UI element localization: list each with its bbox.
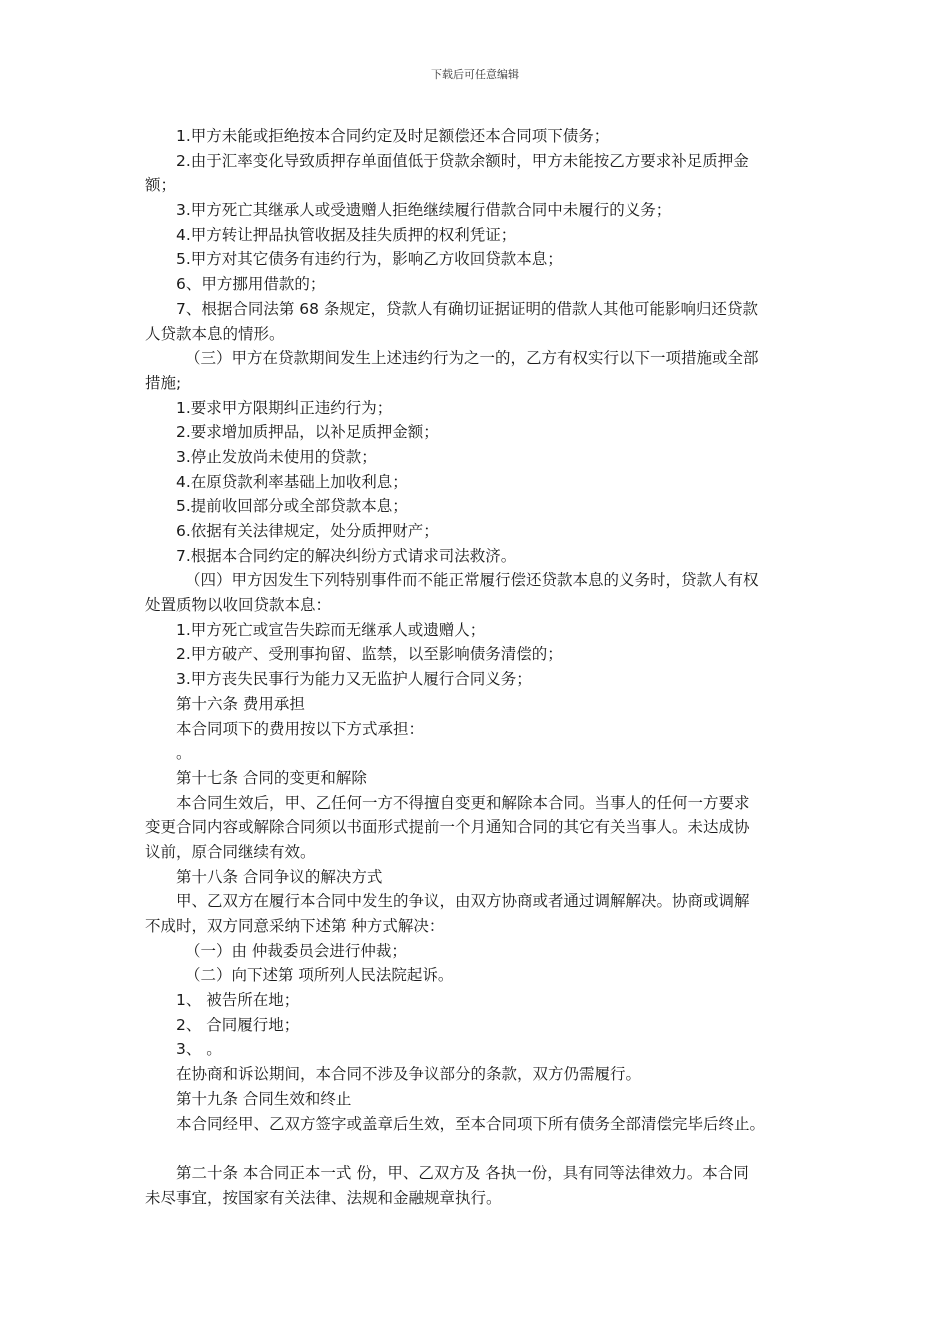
text-line: 6.依据有关法律规定，处分质押财产； [176,522,439,540]
text-line: 2.甲方破产、受刑事拘留、监禁，以至影响债务清偿的； [176,645,563,664]
text-line: 3.甲方丧失民事行为能力又无监护人履行合同义务； [176,670,532,689]
text-line: 。 [176,744,192,763]
text-line: 7、根据合同法第 68 条规定，贷款人有确切证据证明的借款人其他可能影响归还贷款 [176,299,758,318]
document-body [145,124,811,1210]
text-line: 变更合同内容或解除合同须以书面形式提前一个月通知合同的其它有关当事人。未达成协 [145,818,750,837]
text-line: 1.甲方死亡或宣告失踪而无继承人或遗赠人； [176,620,486,639]
text-line: （一）由 仲裁委员会进行仲裁； [185,941,407,960]
text-line: 甲、乙双方在履行本合同中发生的争议，由双方协商或者通过调解解决。协商或调解 [176,892,750,911]
text-line: 第十六条 费用承担 [176,694,305,713]
text-line: （四）甲方因发生下列特别事件而不能正常履行偿还贷款本息的义务时，贷款人有权 [185,571,759,590]
text-line: 措施; [145,373,182,392]
text-line: （三）甲方在贷款期间发生上述违约行为之一的，乙方有权实行以下一项措施或全部 [185,349,759,368]
text-line: 在协商和诉讼期间，本合同不涉及争议部分的条款，双方仍需履行。 [176,1065,642,1084]
text-line: 第十七条 合同的变更和解除 [176,768,367,787]
page-header: 下载后可任意编辑 [431,68,519,81]
text-line: 5.提前收回部分或全部贷款本息； [176,497,408,516]
text-line: 本合同项下的费用按以下方式承担： [176,719,425,738]
text-line: 议前，原合同继续有效。 [145,842,316,861]
text-line: 3.停止发放尚未使用的贷款； [176,447,377,466]
text-line: 2.由于汇率变化导致质押存单面值低于贷款余额时，甲方未能按乙方要求补足质押金 [176,151,749,170]
text-line: 不成时，双方同意采纳下述第 种方式解决： [145,917,445,935]
text-line: 2.要求增加质押品，以补足质押金额； [176,423,439,442]
text-line: 1.要求甲方限期纠正违约行为； [176,398,393,417]
text-line: 4.甲方转让押品执管收据及挂失质押的权利凭证； [176,225,517,244]
text-line: 1、 被告所在地； [176,991,300,1010]
text-line: 人贷款本息的情形。 [145,324,285,343]
text-line: （二）向下述第 项所列人民法院起诉。 [185,966,454,985]
text-line: 5.甲方对其它债务有违约行为，影响乙方收回贷款本息； [176,250,563,269]
text-line: 第十八条 合同争议的解决方式 [176,867,383,886]
text-line: 2、 合同履行地； [176,1015,300,1034]
text-line: 额； [145,176,177,195]
text-line: 6、甲方挪用借款的； [176,275,326,294]
text-line: 未尽事宜，按国家有关法律、法规和金融规章执行。 [145,1188,502,1207]
text-line: 本合同生效后，甲、乙任何一方不得擅自变更和解除本合同。当事人的任何一方要求 [176,793,750,812]
text-line: 第二十条 本合同正本一式 份，甲、乙双方及 各执一份，具有同等法律效力。本合同 [176,1163,749,1182]
text-line: 3.甲方死亡其继承人或受遗赠人拒绝继续履行借款合同中未履行的义务； [176,201,672,220]
text-line: 7.根据本合同约定的解决纠纷方式请求司法救济。 [176,546,517,565]
text-line: 处置质物以收回贷款本息： [145,596,332,615]
text-line: 1.甲方未能或拒绝按本合同约定及时足额偿还本合同项下债务； [176,127,610,145]
text-line: 第十九条 合同生效和终止 [176,1089,352,1108]
text-line: 3、 。 [176,1040,222,1059]
text-line: 4.在原贷款利率基础上加收利息； [176,472,408,491]
text-line [145,1136,811,1161]
text-line: 本合同经甲、乙双方签字或盖章后生效，至本合同项下所有债务全部清偿完毕后终止。 [176,1114,766,1133]
